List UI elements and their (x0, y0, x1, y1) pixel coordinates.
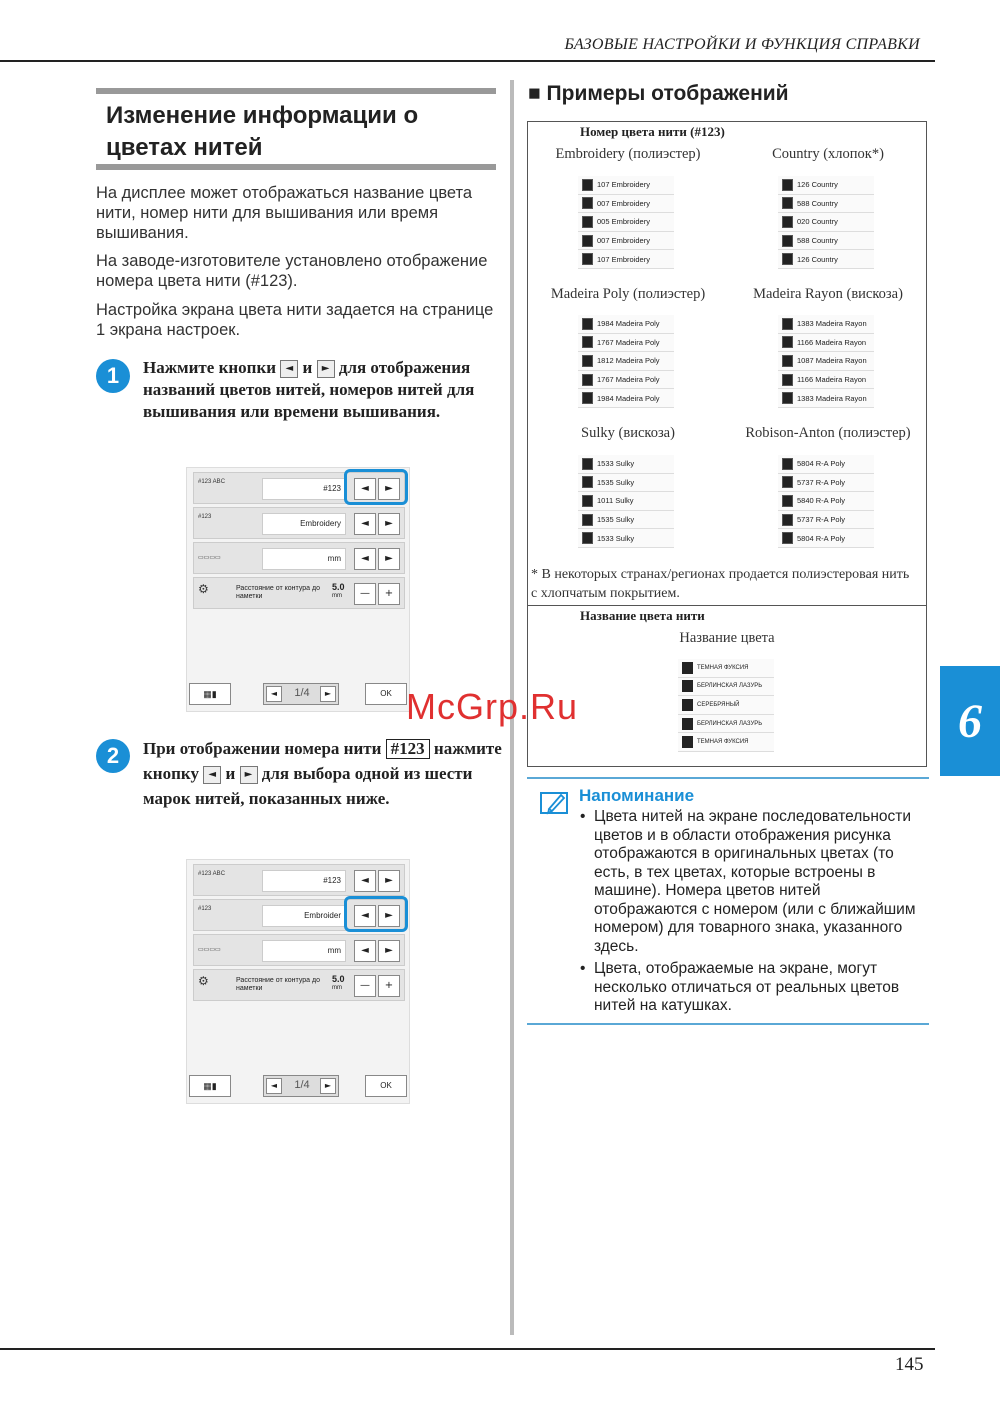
spool-swatch-icon (582, 318, 593, 330)
thread-item (778, 213, 874, 232)
thread-item-text: 1166 Madeira Rayon (797, 337, 867, 347)
memo-item-text: Цвета, отображаемые на экране, могут несколько отличаться от реальных цветов нитей на катушках. (594, 960, 900, 1014)
thread-item-text: 1535 Sulky (597, 477, 635, 487)
thread-item (578, 511, 674, 530)
thread-display-value: #123 (262, 478, 346, 500)
examples-box-separator (527, 605, 927, 606)
paragraph-settings: Настройка экрана цвета нити задается на странице 1 экрана настроек. (96, 301, 494, 339)
unit-value: mm (262, 940, 346, 962)
thread-item (578, 474, 674, 493)
step-2-text-b: нажмите кнопку (143, 739, 502, 783)
footnote: * В некоторых странах/регионах продается полиэстеровая нить с хлопчатым покрытием. (531, 567, 910, 601)
spool-swatch-icon (582, 532, 593, 544)
thread-item (578, 213, 674, 232)
spool-swatch-icon (782, 392, 793, 404)
thread-item (578, 250, 674, 269)
memo-rule-bottom (527, 1023, 929, 1025)
embroidery-unit-icon[interactable]: ▦▮ (189, 1075, 231, 1097)
basting-distance-label: Расстояние от контура до наметки (236, 585, 320, 600)
thread-item-text: 1533 Sulky (597, 459, 635, 469)
step-1-text (143, 357, 503, 423)
spool-swatch-icon (582, 458, 593, 470)
prev-button[interactable]: ◄ (354, 905, 376, 927)
spool-swatch-icon (582, 374, 593, 386)
memo-list (580, 808, 920, 1020)
thread-item (778, 176, 874, 195)
brand-name: Robison-Anton (полиэстер) (745, 425, 911, 441)
thread-item-text: 1984 Madeira Poly (597, 393, 660, 403)
thread-item-text: 1535 Sulky (597, 515, 635, 525)
thread-item (578, 176, 674, 195)
thread-item-text: 1383 Madeira Rayon (797, 319, 867, 329)
thread-item (578, 195, 674, 214)
thread-item (578, 492, 674, 511)
spool-swatch-icon (782, 495, 793, 507)
basting-distance-row (193, 577, 405, 609)
step-2-badge: 2 (96, 739, 130, 773)
memo-item (580, 808, 920, 956)
thread-item (578, 389, 674, 408)
basting-distance-value: 5.0 (332, 974, 345, 984)
color-name-item (678, 659, 774, 678)
thread-item-text: 588 Country (797, 198, 838, 208)
thread-item (778, 352, 874, 371)
thread-item-text: 5737 R-A Poly (797, 515, 845, 525)
thread-item-text: 1533 Sulky (597, 533, 635, 543)
step-2-text-c: для выбора одной из шести марок нитей, показанных ниже. (143, 764, 473, 808)
spool-swatch-icon (582, 392, 593, 404)
settings-screen-2 (186, 859, 410, 1104)
highlight-frame (344, 896, 408, 932)
thread-item-text: 1984 Madeira Poly (597, 319, 660, 329)
thread-item-text: 5804 R-A Poly (797, 459, 845, 469)
basting-icon: ⚙ (198, 974, 209, 988)
thread-item-text: 126 Country (797, 180, 838, 190)
thread-item (778, 511, 874, 530)
spool-swatch-icon (582, 336, 593, 348)
basting-distance-value: 5.0 (332, 582, 345, 592)
page-prev-button[interactable]: ◄ (266, 1078, 282, 1094)
color-name-text: ТЕМНАЯ ФУКСИЯ (697, 739, 749, 746)
thread-item-text: 1087 Madeira Rayon (797, 356, 867, 366)
thread-item-text: 1767 Madeira Poly (597, 375, 660, 385)
thread-item-text: 1011 Sulky (597, 496, 634, 506)
ruler-icon: ▭▭▭▭ (198, 947, 221, 953)
step-2-and: и (225, 764, 236, 783)
paragraph-default: На заводе-изготовителе установлено отображение номера цвета нити (#123). (96, 252, 488, 290)
minus-button[interactable]: — (354, 583, 376, 605)
step-1-and: и (302, 358, 313, 377)
minus-button[interactable]: — (354, 975, 376, 997)
spool-swatch-icon (782, 318, 793, 330)
thread-item (578, 334, 674, 353)
ruler-icon: ▭▭▭▭ (198, 555, 221, 561)
section-heading-box (96, 88, 496, 170)
step-1-badge: 1 (96, 359, 130, 393)
thread-list (578, 176, 674, 269)
thread-item-text: 005 Embroidery (597, 217, 650, 227)
spool-swatch-icon (682, 718, 693, 730)
thread-item (778, 492, 874, 511)
prev-button[interactable]: ◄ (354, 513, 376, 535)
thread-item-text: 1767 Madeira Poly (597, 337, 660, 347)
basting-distance-unit: mm (332, 985, 342, 991)
basting-distance-unit: mm (332, 593, 342, 599)
thread-item (778, 529, 874, 548)
spool-swatch-icon (782, 179, 793, 191)
bullet: • (580, 808, 586, 825)
thread-brand-row (193, 507, 405, 539)
spool-icon: #123 ABC (198, 479, 226, 485)
thread-item-text: 5804 R-A Poly (797, 533, 845, 543)
thread-item (578, 529, 674, 548)
right-arrow-icon: ► (240, 766, 258, 784)
highlight-frame (344, 469, 408, 505)
thread-item (578, 455, 674, 474)
spool-swatch-icon (582, 495, 593, 507)
spool-swatch-icon (782, 458, 793, 470)
left-arrow-icon: ◄ (280, 360, 298, 378)
prev-button[interactable]: ◄ (354, 870, 376, 892)
color-name-item (678, 696, 774, 715)
spool-swatch-icon (782, 253, 793, 265)
color-name-text: ТЕМНАЯ ФУКСИЯ (697, 664, 749, 671)
header-rule (0, 60, 935, 62)
step-1-text-b: для отображения названий цветов нитей, номеров нитей для вышивания или времени вышивания. (143, 358, 475, 421)
thread-item (778, 455, 874, 474)
thread-item (578, 371, 674, 390)
spool-swatch-icon (782, 476, 793, 488)
page-indicator: 1/4 (294, 687, 310, 699)
spool-swatch-icon (782, 197, 793, 209)
thread-item-text: 007 Embroidery (597, 236, 650, 246)
thread-display-row (193, 864, 405, 896)
thread-list (778, 176, 874, 269)
color-name-list (678, 659, 774, 752)
bullet: • (580, 960, 586, 977)
color-name-text: БЕРЛИНСКАЯ ЛАЗУРЬ (697, 683, 763, 690)
spool-swatch-icon (582, 216, 593, 228)
thread-item-text: 5737 R-A Poly (797, 477, 845, 487)
step-2-text (143, 736, 503, 811)
thread-item (778, 250, 874, 269)
color-name-text: БЕРЛИНСКАЯ ЛАЗУРЬ (697, 720, 763, 727)
thread-brand-value: Embroidery (262, 513, 346, 535)
thread-item-text: 1166 Madeira Rayon (797, 375, 867, 385)
next-button[interactable]: ► (378, 870, 400, 892)
unit-row (193, 542, 405, 574)
color-name-item (678, 733, 774, 752)
spool-swatch-icon (782, 514, 793, 526)
watermark: McGrp.Ru (406, 686, 579, 727)
thread-item (778, 371, 874, 390)
name-label: Название цвета нити (580, 608, 705, 623)
page-number: 145 (895, 1354, 924, 1375)
spool-swatch-icon (782, 235, 793, 247)
running-header: БАЗОВЫЕ НАСТРОЙКИ И ФУНКЦИЯ СПРАВКИ (564, 36, 920, 53)
memo-pencil-icon (539, 789, 571, 817)
brand-name: Madeira Poly (полиэстер) (550, 286, 706, 302)
thread-item-text: 1812 Madeira Poly (597, 356, 660, 366)
plus-button[interactable]: + (378, 975, 400, 997)
ok-button[interactable]: OK (365, 683, 407, 705)
spool-icon: #123 (198, 514, 212, 520)
chapter-tab: 6 (940, 666, 1000, 776)
settings-screen-1 (186, 467, 410, 712)
spool-icon: #123 (198, 906, 212, 912)
memo-rule-top (527, 777, 929, 779)
thread-item-text: 020 Country (797, 217, 838, 227)
color-name-item (678, 678, 774, 697)
spool-swatch-icon (582, 514, 593, 526)
thread-item (778, 315, 874, 334)
thread-item (578, 232, 674, 251)
color-name-text: СЕРЕБРЯНЫЙ (697, 701, 740, 708)
color-name-item (678, 715, 774, 734)
footer-rule (0, 1348, 935, 1350)
spool-swatch-icon (682, 662, 693, 674)
next-button[interactable]: ► (378, 905, 400, 927)
next-button[interactable]: ► (378, 940, 400, 962)
memo-item-text: Цвета нитей на экране последовательности цветов и в области отображения рисунка отображаются в оригинальных цветах (то есть, в тех цветах, которые встроены в машине). Номера цветов нитей отображаются с номером (или с ближайшим номером) для товарного знака, указанного здесь. (594, 808, 916, 955)
number-label: Номер цвета нити (#123) (580, 124, 725, 139)
basting-distance-row (193, 969, 405, 1001)
spool-icon: #123 ABC (198, 871, 226, 877)
spool-swatch-icon (582, 355, 593, 367)
brand-name: Sulky (вискоза) (581, 425, 675, 441)
prev-button[interactable]: ◄ (354, 478, 376, 500)
thread-item-text: 1383 Madeira Rayon (797, 393, 867, 403)
thread-item-text: 007 Embroidery (597, 198, 650, 208)
thread-list (778, 455, 874, 548)
thread-brand-value: Embroider (262, 905, 346, 927)
spool-swatch-icon (782, 216, 793, 228)
thread-item (578, 352, 674, 371)
brand-name: Madeira Rayon (вискоза) (753, 286, 903, 302)
pager (263, 1075, 339, 1097)
spool-swatch-icon (782, 336, 793, 348)
page-next-button[interactable]: ► (320, 1078, 336, 1094)
thread-item (778, 334, 874, 353)
plus-button[interactable]: + (378, 583, 400, 605)
prev-button[interactable]: ◄ (354, 548, 376, 570)
basting-icon: ⚙ (198, 582, 209, 596)
thread-item (778, 232, 874, 251)
thread-item-text: 107 Embroidery (597, 254, 650, 264)
spool-swatch-icon (582, 235, 593, 247)
paragraph-intro: На дисплее может отображаться название цвета нити, номер нити для вышивания или время вышивания. (96, 184, 473, 242)
spool-swatch-icon (682, 736, 693, 748)
prev-button[interactable]: ◄ (354, 940, 376, 962)
brand-name: Country (хлопок*) (772, 146, 884, 162)
page-next-button[interactable]: ► (320, 686, 336, 702)
thread-list (578, 455, 674, 548)
spool-swatch-icon (582, 179, 593, 191)
spool-swatch-icon (582, 197, 593, 209)
thread-item (578, 315, 674, 334)
page-indicator: 1/4 (294, 1079, 310, 1091)
name-sublabel: Название цвета (679, 630, 775, 646)
thread-item (778, 389, 874, 408)
thread-list (578, 315, 674, 408)
spool-swatch-icon (782, 355, 793, 367)
spool-swatch-icon (682, 699, 693, 711)
thread-list (778, 315, 874, 408)
step-1-text-a: Нажмите кнопки (143, 358, 277, 377)
thread-item-text: 5840 R-A Poly (797, 496, 845, 506)
thread-item (778, 474, 874, 493)
thread-item-text: 126 Country (797, 254, 838, 264)
page-prev-button[interactable]: ◄ (266, 686, 282, 702)
memo-item (580, 960, 920, 1016)
step-2-text-a: При отображении номера нити (143, 739, 382, 758)
spool-swatch-icon (682, 680, 693, 692)
thread-display-value: #123 (262, 870, 346, 892)
ok-button[interactable]: OK (365, 1075, 407, 1097)
spool-swatch-icon (782, 532, 793, 544)
thread-item-text: 107 Embroidery (597, 180, 650, 190)
thread-number-key: #123 (386, 739, 430, 759)
next-button[interactable]: ► (378, 478, 400, 500)
pager (263, 683, 339, 705)
right-arrow-icon: ► (317, 360, 335, 378)
embroidery-unit-icon[interactable]: ▦▮ (189, 683, 231, 705)
unit-value: mm (262, 548, 346, 570)
examples-title: ■ Примеры отображений (528, 82, 789, 105)
thread-item-text: 588 Country (797, 236, 838, 246)
spool-swatch-icon (582, 476, 593, 488)
next-button[interactable]: ► (378, 548, 400, 570)
left-arrow-icon: ◄ (203, 766, 221, 784)
unit-row (193, 934, 405, 966)
spool-swatch-icon (782, 374, 793, 386)
thread-item (778, 195, 874, 214)
next-button[interactable]: ► (378, 513, 400, 535)
basting-distance-label: Расстояние от контура до наметки (236, 977, 320, 992)
memo-title: Напоминание (579, 786, 695, 805)
spool-swatch-icon (582, 253, 593, 265)
brand-name: Embroidery (полиэстер) (555, 146, 701, 162)
section-title: Изменение информации о цветах нитей (106, 102, 419, 161)
